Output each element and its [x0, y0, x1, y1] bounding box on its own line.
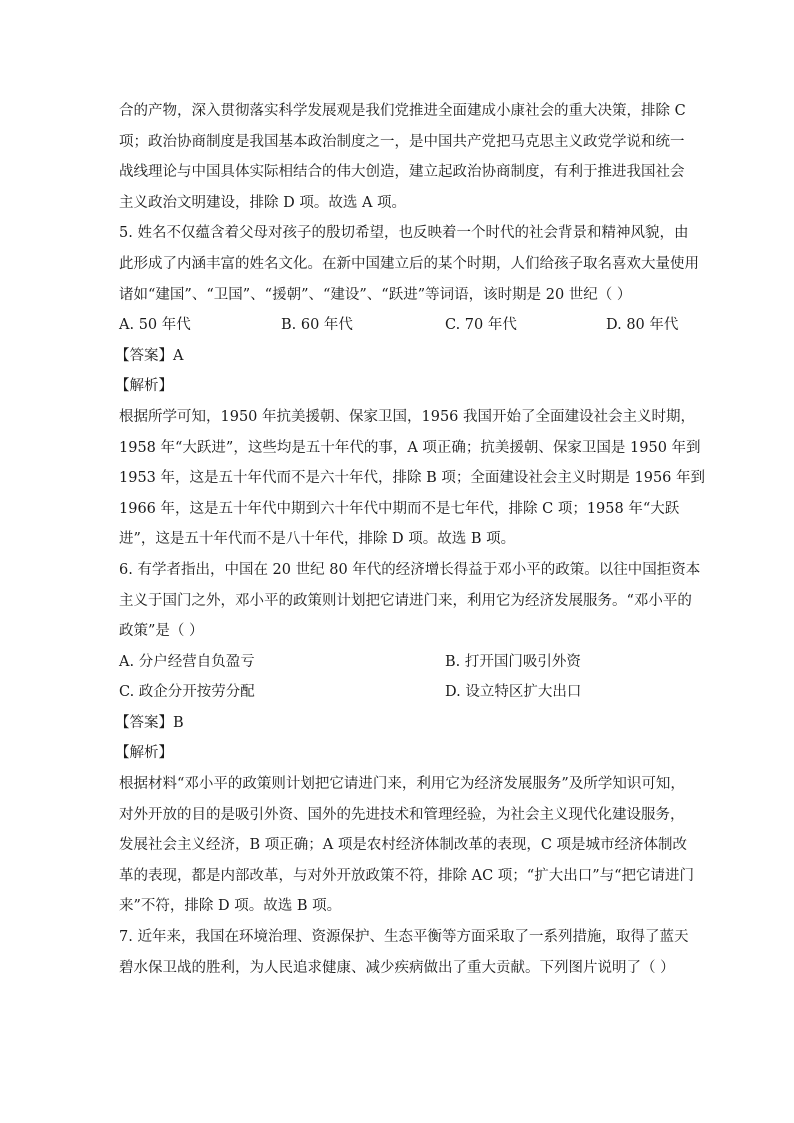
- intro-analysis: [119, 96, 686, 218]
- analysis-label: 【解析】: [115, 745, 173, 762]
- question-5: [115, 218, 706, 555]
- options-row: [119, 677, 675, 708]
- answer-label: 【答案】A: [115, 347, 184, 364]
- option-b: B. 打开国门吸引外资: [445, 653, 581, 670]
- analysis-line: 1958 年“大跃进”，这些均是五十年代的事，A 项正确；抗美援朝、保家卫国是 1950 年到: [119, 439, 701, 456]
- question-6: [115, 555, 701, 922]
- option-a: A. 分户经营自负盈亏: [119, 653, 255, 670]
- analysis-line: 1953 年，这是五十年代而不是六十年代，排除 B 项；全面建设社会主义时期是 1956 年到: [119, 470, 706, 487]
- option-d: D. 80 年代: [606, 317, 679, 334]
- analysis-label: 【解析】: [115, 378, 173, 395]
- question-stem-line: 碧水保卫战的胜利，为人民追求健康、减少疾病做出了重大贡献。下列图片说明了（ ）: [119, 959, 675, 976]
- text-line: 项；政治协商制度是我国基本政治制度之一，是中国共产党把马克思主义政党学说和统一: [119, 133, 685, 150]
- option-c: C. 政企分开按劳分配: [119, 684, 255, 701]
- question-stem-line: 诸如“建国”、“卫国”、“援朝”、“建设”、“跃进”等词语，该时期是 20 世纪（ ）: [119, 286, 632, 303]
- options-row: [119, 310, 679, 341]
- question-stem-line: 政策”是（ ）: [119, 623, 204, 640]
- analysis-line: 革的表现，都是内部改革，与对外开放政策不符，排除 AC 项；“扩大出口”与“把它请进门: [119, 867, 695, 884]
- document-body: [115, 96, 706, 983]
- question-7: [119, 922, 689, 983]
- question-stem-line: 6. 有学者指出，中国在 20 世纪 80 年代的经济增长得益于邓小平的政策。以往中国拒资本: [119, 561, 701, 578]
- analysis-line: 进”，这是五十年代而不是八十年代，排除 D 项。故选 B 项。: [119, 531, 516, 548]
- option-d: D. 设立特区扩大出口: [445, 684, 582, 701]
- options-row: [119, 647, 675, 678]
- option-b: B. 60 年代: [281, 317, 353, 334]
- analysis-line: 对外开放的目的是吸引外资、国外的先进技术和管理经验，为社会主义现代化建设服务，: [119, 806, 685, 823]
- analysis-line: 根据材料“邓小平的政策则计划把它请进门来，利用它为经济发展服务”及所学知识可知，: [119, 776, 685, 793]
- analysis-line: 1966 年，这是五十年代中期到六十年代中期而不是七年代，排除 C 项；1958 年“大跃: [119, 500, 680, 517]
- text-line: 合的产物，深入贯彻落实科学发展观是我们党推进全面建成小康社会的重大决策，排除 C: [119, 103, 686, 119]
- analysis-line: 来”不符，排除 D 项。故选 B 项。: [119, 898, 342, 915]
- option-a: A. 50 年代: [119, 317, 191, 334]
- answer-label: 【答案】B: [115, 714, 184, 731]
- analysis-line: 根据所学可知，1950 年抗美援朝、保家卫国，1956 我国开始了全面建设社会主义时期，: [119, 408, 696, 425]
- question-stem-line: 7. 近年来，我国在环境治理、资源保护、生态平衡等方面采取了一系列措施，取得了蓝天: [119, 929, 689, 946]
- text-line: 主义政治文明建设，排除 D 项。故选 A 项。: [119, 194, 407, 211]
- question-stem-line: 5. 姓名不仅蕴含着父母对孩子的殷切希望，也反映着一个时代的社会背景和精神风貌，由: [119, 225, 689, 242]
- analysis-line: 发展社会主义经济，B 项正确；A 项是农村经济体制改革的表现，C 项是城市经济体制改: [119, 837, 688, 854]
- option-c: C. 70 年代: [445, 317, 517, 334]
- question-stem-line: 主义于国门之外，邓小平的政策则计划把它请进门来，利用它为经济发展服务。“邓小平的: [119, 592, 692, 609]
- text-line: 战线理论与中国具体实际相结合的伟大创造，建立起政治协商制度，有利于推进我国社会: [119, 164, 685, 181]
- question-stem-line: 此形成了内涵丰富的姓名文化。在新中国建立后的某个时期，人们给孩子取名喜欢大量使用: [119, 255, 699, 272]
